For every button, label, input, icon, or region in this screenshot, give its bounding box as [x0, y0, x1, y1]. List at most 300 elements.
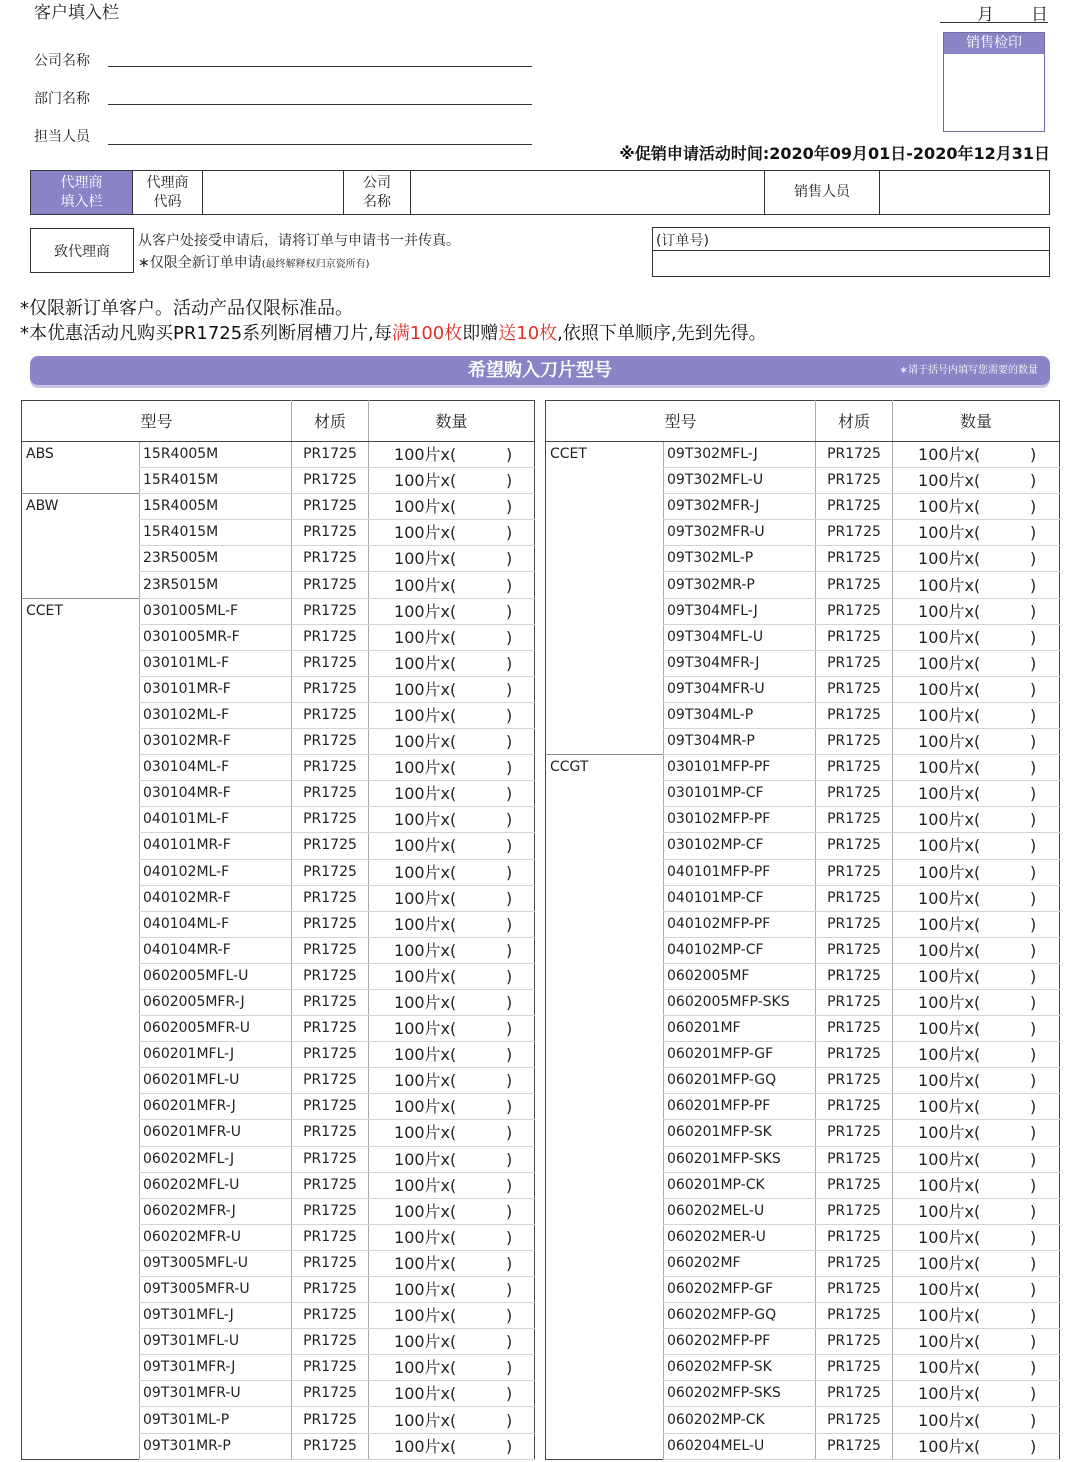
material-cell: PR1725: [816, 624, 893, 650]
to-agent-label: 致代理商: [30, 228, 134, 273]
quantity-cell[interactable]: [893, 1433, 1060, 1459]
quantity-close: ): [506, 575, 513, 595]
model-cell: 040102MR-F: [140, 885, 292, 911]
quantity-cell[interactable]: [893, 833, 1060, 859]
quantity-cell[interactable]: [893, 1407, 1060, 1433]
quantity-cell[interactable]: [369, 1277, 535, 1303]
quantity-cell[interactable]: [369, 937, 535, 963]
notice-highlight-10: 送10枚: [498, 323, 558, 344]
quantity-close: ): [1030, 993, 1037, 1013]
quantity-cell[interactable]: [893, 1042, 1060, 1068]
quantity-prefix: 100片x(: [918, 758, 981, 778]
company-name-field[interactable]: [108, 66, 532, 67]
quantity-cell[interactable]: [369, 572, 535, 598]
quantity-close: ): [1030, 1045, 1037, 1065]
material-cell: PR1725: [292, 1433, 369, 1459]
material-cell: PR1725: [816, 1407, 893, 1433]
material-header: 材质: [292, 401, 369, 442]
quantity-cell[interactable]: [369, 885, 535, 911]
table-row: [22, 494, 535, 520]
product-table-left: [21, 400, 535, 1460]
material-cell: PR1725: [816, 963, 893, 989]
material-cell: PR1725: [816, 494, 893, 520]
quantity-cell[interactable]: [369, 1381, 535, 1407]
sales-stamp-box: [943, 32, 1045, 132]
quantity-prefix: 100片x(: [394, 445, 457, 465]
quantity-prefix: 100片x(: [918, 836, 981, 856]
material-cell: PR1725: [816, 546, 893, 572]
new-order-note-text: ∗仅限全新订单申请: [138, 255, 262, 271]
quantity-close: ): [1030, 497, 1037, 517]
quantity-close: ): [1030, 471, 1037, 491]
quantity-close: ): [506, 1332, 513, 1352]
quantity-cell[interactable]: [893, 989, 1060, 1015]
material-cell: PR1725: [292, 1303, 369, 1329]
quantity-cell[interactable]: [369, 1407, 535, 1433]
model-cell: 09T304MFL-J: [664, 598, 816, 624]
quantity-prefix: 100片x(: [394, 914, 457, 934]
quantity-cell[interactable]: [893, 468, 1060, 494]
quantity-prefix: 100片x(: [394, 1019, 457, 1039]
quantity-cell[interactable]: [893, 546, 1060, 572]
material-cell: PR1725: [816, 442, 893, 468]
material-cell: PR1725: [292, 624, 369, 650]
quantity-prefix: 100片x(: [394, 523, 457, 543]
quantity-cell[interactable]: [893, 1146, 1060, 1172]
material-cell: PR1725: [816, 650, 893, 676]
quantity-prefix: 100片x(: [394, 1280, 457, 1300]
model-cell: 030101ML-F: [140, 650, 292, 676]
quantity-cell[interactable]: [893, 1016, 1060, 1042]
model-cell: 040104MR-F: [140, 937, 292, 963]
material-cell: PR1725: [292, 442, 369, 468]
material-cell: PR1725: [292, 989, 369, 1015]
quantity-close: ): [1030, 758, 1037, 778]
material-cell: PR1725: [292, 1198, 369, 1224]
quantity-prefix: 100片x(: [918, 523, 981, 543]
quantity-cell[interactable]: [369, 859, 535, 885]
quantity-close: ): [1030, 940, 1037, 960]
quantity-prefix: 100片x(: [918, 993, 981, 1013]
new-order-note: [138, 252, 370, 272]
table-row: [22, 442, 535, 468]
quantity-close: ): [506, 1019, 513, 1039]
material-cell: PR1725: [816, 468, 893, 494]
material-cell: PR1725: [816, 1224, 893, 1250]
material-cell: PR1725: [816, 1172, 893, 1198]
quantity-prefix: 100片x(: [394, 679, 457, 699]
quantity-close: ): [506, 1227, 513, 1247]
quantity-close: ): [506, 1358, 513, 1378]
quantity-cell[interactable]: [893, 1303, 1060, 1329]
material-cell: PR1725: [816, 1381, 893, 1407]
quantity-prefix: 100片x(: [918, 1227, 981, 1247]
quantity-close: ): [1030, 1384, 1037, 1404]
contact-person-field[interactable]: [108, 144, 532, 145]
quantity-cell[interactable]: [369, 494, 535, 520]
quantity-prefix: 100片x(: [918, 1410, 981, 1430]
material-cell: PR1725: [292, 807, 369, 833]
model-cell: 060202MFP-SKS: [664, 1381, 816, 1407]
material-cell: PR1725: [292, 650, 369, 676]
quantity-cell[interactable]: [369, 1068, 535, 1094]
order-number-box[interactable]: [652, 227, 1050, 277]
quantity-prefix: 100片x(: [918, 1175, 981, 1195]
date-line[interactable]: [940, 22, 1048, 23]
material-cell: PR1725: [816, 1120, 893, 1146]
quantity-prefix: 100片x(: [394, 653, 457, 673]
quantity-prefix: 100片x(: [918, 601, 981, 621]
quantity-cell[interactable]: [369, 1329, 535, 1355]
model-cell: 040101MR-F: [140, 833, 292, 859]
quantity-cell[interactable]: [893, 1224, 1060, 1250]
quantity-prefix: 100片x(: [918, 1045, 981, 1065]
model-cell: 060202MFL-J: [140, 1146, 292, 1172]
quantity-prefix: 100片x(: [918, 445, 981, 465]
department-name-label: 部门名称: [34, 91, 90, 107]
quantity-close: ): [1030, 784, 1037, 804]
material-cell: PR1725: [816, 937, 893, 963]
agent-code-label: 代理商 代码: [133, 171, 203, 214]
quantity-prefix: 100片x(: [918, 1253, 981, 1273]
quantity-prefix: 100片x(: [394, 1123, 457, 1143]
model-cell: 060201MF: [664, 1016, 816, 1042]
order-number-label: (订单号): [656, 233, 709, 249]
model-cell: 040101MFP-PF: [664, 859, 816, 885]
quantity-close: ): [1030, 1436, 1037, 1456]
quantity-prefix: 100片x(: [394, 1175, 457, 1195]
quantity-close: ): [506, 966, 513, 986]
notice-line-1: *仅限新订单客户。活动产品仅限标准品。: [20, 298, 353, 319]
quantity-close: ): [506, 758, 513, 778]
table-row: [22, 598, 535, 624]
quantity-close: ): [506, 784, 513, 804]
quantity-close: ): [506, 1436, 513, 1456]
model-cell: 0602005MFL-U: [140, 963, 292, 989]
material-cell: PR1725: [816, 1042, 893, 1068]
model-cell: 0301005MR-F: [140, 624, 292, 650]
material-cell: PR1725: [292, 494, 369, 520]
quantity-close: ): [1030, 1175, 1037, 1195]
quantity-prefix: 100片x(: [918, 862, 981, 882]
quantity-cell[interactable]: [893, 911, 1060, 937]
quantity-prefix: 100片x(: [394, 705, 457, 725]
quantity-prefix: 100片x(: [918, 679, 981, 699]
quantity-cell[interactable]: [893, 859, 1060, 885]
model-cell: 09T302MFL-J: [664, 442, 816, 468]
quantity-cell[interactable]: [369, 781, 535, 807]
model-cell: 09T302MFR-J: [664, 494, 816, 520]
model-cell: 060201MFP-PF: [664, 1094, 816, 1120]
quantity-prefix: 100片x(: [394, 575, 457, 595]
quantity-prefix: 100片x(: [918, 549, 981, 569]
quantity-cell[interactable]: [369, 1016, 535, 1042]
model-cell: 040102MP-CF: [664, 937, 816, 963]
material-cell: PR1725: [292, 781, 369, 807]
quantity-close: ): [1030, 705, 1037, 725]
material-cell: PR1725: [816, 989, 893, 1015]
quantity-cell[interactable]: [893, 1329, 1060, 1355]
model-cell: 030102MR-F: [140, 729, 292, 755]
model-cell: 060201MFL-U: [140, 1068, 292, 1094]
material-cell: PR1725: [816, 807, 893, 833]
quantity-close: ): [506, 549, 513, 569]
quantity-cell[interactable]: [893, 963, 1060, 989]
notice-text-b: 即赠: [462, 323, 499, 344]
quantity-cell[interactable]: [893, 650, 1060, 676]
quantity-close: ): [506, 445, 513, 465]
table-row: [546, 755, 1060, 781]
quantity-cell[interactable]: [369, 1224, 535, 1250]
quantity-close: ): [1030, 1227, 1037, 1247]
material-cell: PR1725: [292, 572, 369, 598]
quantity-cell[interactable]: [893, 676, 1060, 702]
quantity-prefix: 100片x(: [918, 1097, 981, 1117]
material-cell: PR1725: [292, 859, 369, 885]
quantity-prefix: 100片x(: [394, 1332, 457, 1352]
quantity-close: ): [506, 862, 513, 882]
quantity-close: ): [1030, 575, 1037, 595]
quantity-prefix: 100片x(: [394, 471, 457, 491]
quantity-cell[interactable]: [369, 1042, 535, 1068]
quantity-cell[interactable]: [893, 1172, 1060, 1198]
quantity-prefix: 100片x(: [394, 1227, 457, 1247]
contact-person-label: 担当人员: [34, 129, 90, 145]
material-cell: PR1725: [816, 911, 893, 937]
quantity-close: ): [1030, 1149, 1037, 1169]
quantity-cell[interactable]: [369, 963, 535, 989]
material-cell: PR1725: [816, 729, 893, 755]
model-cell: 09T304MFL-U: [664, 624, 816, 650]
quantity-prefix: 100片x(: [918, 888, 981, 908]
quantity-cell[interactable]: [369, 1303, 535, 1329]
model-cell: 040101ML-F: [140, 807, 292, 833]
quantity-cell[interactable]: [893, 807, 1060, 833]
quantity-cell[interactable]: [369, 546, 535, 572]
quantity-cell[interactable]: [893, 442, 1060, 468]
model-cell: 15R4015M: [140, 468, 292, 494]
quantity-close: ): [1030, 601, 1037, 621]
model-cell: 15R4015M: [140, 520, 292, 546]
quantity-cell[interactable]: [369, 833, 535, 859]
quantity-prefix: 100片x(: [394, 627, 457, 647]
quantity-cell[interactable]: [893, 1120, 1060, 1146]
material-cell: PR1725: [816, 1094, 893, 1120]
material-cell: PR1725: [816, 1277, 893, 1303]
quantity-close: ): [506, 1306, 513, 1326]
rights-note: (最终解释权归京瓷所有): [261, 259, 370, 270]
model-cell: 0602005MFP-SKS: [664, 989, 816, 1015]
material-cell: PR1725: [292, 1381, 369, 1407]
material-cell: PR1725: [292, 546, 369, 572]
quantity-cell[interactable]: [369, 624, 535, 650]
quantity-header: 数量: [893, 401, 1060, 442]
model-cell: 23R5005M: [140, 546, 292, 572]
quantity-prefix: 100片x(: [918, 1019, 981, 1039]
group-label: ABW: [22, 494, 140, 598]
quantity-prefix: 100片x(: [918, 732, 981, 752]
model-cell: 060202MER-U: [664, 1224, 816, 1250]
model-cell: 09T304ML-P: [664, 702, 816, 728]
model-cell: 060201MP-CK: [664, 1172, 816, 1198]
material-cell: PR1725: [292, 1224, 369, 1250]
model-header: 型号: [546, 401, 816, 442]
model-cell: 23R5015M: [140, 572, 292, 598]
material-cell: PR1725: [292, 1146, 369, 1172]
model-cell: 09T302MFR-U: [664, 520, 816, 546]
quantity-cell[interactable]: [893, 572, 1060, 598]
group-label: CCET: [22, 598, 140, 1459]
model-cell: 060201MFP-GF: [664, 1042, 816, 1068]
quantity-close: ): [506, 1175, 513, 1195]
agent-code-field[interactable]: [203, 171, 344, 214]
model-cell: 060202MFP-SK: [664, 1355, 816, 1381]
quantity-close: ): [506, 1045, 513, 1065]
quantity-cell[interactable]: [893, 1277, 1060, 1303]
quantity-cell[interactable]: [893, 755, 1060, 781]
quantity-cell[interactable]: [893, 624, 1060, 650]
model-cell: 15R4005M: [140, 494, 292, 520]
model-cell: 030104ML-F: [140, 755, 292, 781]
quantity-cell[interactable]: [893, 598, 1060, 624]
quantity-cell[interactable]: [893, 1068, 1060, 1094]
quantity-cell[interactable]: [369, 755, 535, 781]
material-cell: PR1725: [816, 755, 893, 781]
model-cell: 060201MFR-U: [140, 1120, 292, 1146]
material-cell: PR1725: [816, 859, 893, 885]
model-cell: 09T301MFL-J: [140, 1303, 292, 1329]
model-cell: 09T3005MFL-U: [140, 1250, 292, 1276]
material-cell: PR1725: [292, 1250, 369, 1276]
quantity-close: ): [506, 1123, 513, 1143]
quantity-close: ): [506, 732, 513, 752]
quantity-cell[interactable]: [369, 1250, 535, 1276]
quantity-close: ): [506, 705, 513, 725]
model-cell: 060202MEL-U: [664, 1198, 816, 1224]
quantity-cell[interactable]: [893, 781, 1060, 807]
material-cell: PR1725: [292, 755, 369, 781]
agent-info-row: [30, 170, 1050, 215]
quantity-close: ): [1030, 1332, 1037, 1352]
quantity-close: ): [1030, 1253, 1037, 1273]
material-cell: PR1725: [816, 1329, 893, 1355]
material-cell: PR1725: [292, 911, 369, 937]
quantity-cell[interactable]: [893, 729, 1060, 755]
quantity-close: ): [506, 627, 513, 647]
quantity-cell[interactable]: [369, 1433, 535, 1459]
quantity-cell[interactable]: [893, 702, 1060, 728]
quantity-cell[interactable]: [369, 911, 535, 937]
material-cell: PR1725: [292, 1120, 369, 1146]
model-cell: 15R4005M: [140, 442, 292, 468]
quantity-cell[interactable]: [369, 442, 535, 468]
model-cell: 030102MFP-PF: [664, 807, 816, 833]
material-cell: PR1725: [292, 1042, 369, 1068]
quantity-cell[interactable]: [893, 520, 1060, 546]
quantity-cell[interactable]: [369, 807, 535, 833]
table-row: [546, 442, 1060, 468]
quantity-cell[interactable]: [893, 1094, 1060, 1120]
group-label: ABS: [26, 446, 54, 462]
quantity-cell[interactable]: [369, 1146, 535, 1172]
department-name-field[interactable]: [108, 104, 532, 105]
model-cell: 09T302ML-P: [664, 546, 816, 572]
quantity-cell[interactable]: [369, 1094, 535, 1120]
material-cell: PR1725: [292, 520, 369, 546]
quantity-close: ): [1030, 1097, 1037, 1117]
quantity-prefix: 100片x(: [394, 732, 457, 752]
quantity-cell[interactable]: [369, 1120, 535, 1146]
quantity-close: ): [1030, 1123, 1037, 1143]
sales-person-label: 销售人员: [765, 171, 880, 214]
quantity-prefix: 100片x(: [394, 993, 457, 1013]
quantity-cell[interactable]: [369, 702, 535, 728]
material-cell: PR1725: [292, 1094, 369, 1120]
quantity-cell[interactable]: [369, 468, 535, 494]
quantity-close: ): [506, 679, 513, 699]
quantity-cell[interactable]: [369, 1172, 535, 1198]
model-cell: 0602005MF: [664, 963, 816, 989]
model-cell: 060202MF: [664, 1250, 816, 1276]
notice-line-2: [20, 319, 767, 345]
model-cell: 030104MR-F: [140, 781, 292, 807]
sales-person-field[interactable]: [880, 171, 1048, 214]
quantity-cell[interactable]: [369, 1198, 535, 1224]
quantity-close: ): [1030, 810, 1037, 830]
quantity-close: ): [1030, 966, 1037, 986]
material-cell: PR1725: [816, 1303, 893, 1329]
agent-section-label: 代理商 填入栏: [31, 171, 133, 214]
model-cell: 030101MR-F: [140, 676, 292, 702]
quantity-cell[interactable]: [369, 520, 535, 546]
quantity-prefix: 100片x(: [394, 888, 457, 908]
quantity-cell[interactable]: [893, 1250, 1060, 1276]
quantity-cell[interactable]: [893, 885, 1060, 911]
quantity-cell[interactable]: [893, 1198, 1060, 1224]
model-cell: 030102ML-F: [140, 702, 292, 728]
model-cell: 09T302MFL-U: [664, 468, 816, 494]
product-table-right: [545, 400, 1060, 1460]
quantity-cell[interactable]: [369, 1355, 535, 1381]
material-cell: PR1725: [816, 598, 893, 624]
quantity-prefix: 100片x(: [918, 966, 981, 986]
quantity-close: ): [506, 601, 513, 621]
material-cell: PR1725: [292, 1277, 369, 1303]
quantity-cell[interactable]: [369, 676, 535, 702]
quantity-close: ): [1030, 1280, 1037, 1300]
quantity-close: ): [1030, 1019, 1037, 1039]
quantity-cell[interactable]: [369, 650, 535, 676]
quantity-cell[interactable]: [369, 729, 535, 755]
banner-title: 希望购入刀片型号: [468, 360, 612, 381]
company-field[interactable]: [411, 171, 765, 214]
quantity-cell[interactable]: [369, 989, 535, 1015]
quantity-prefix: 100片x(: [918, 1123, 981, 1143]
model-cell: 030102MP-CF: [664, 833, 816, 859]
quantity-cell[interactable]: [369, 598, 535, 624]
quantity-close: ): [506, 940, 513, 960]
quantity-cell[interactable]: [893, 937, 1060, 963]
quantity-cell[interactable]: [893, 1355, 1060, 1381]
model-cell: 060201MFP-GQ: [664, 1068, 816, 1094]
quantity-prefix: 100片x(: [394, 1384, 457, 1404]
quantity-cell[interactable]: [893, 494, 1060, 520]
quantity-prefix: 100片x(: [918, 1201, 981, 1221]
model-cell: 09T3005MFR-U: [140, 1277, 292, 1303]
quantity-cell[interactable]: [893, 1381, 1060, 1407]
quantity-prefix: 100片x(: [918, 1436, 981, 1456]
material-cell: PR1725: [292, 963, 369, 989]
